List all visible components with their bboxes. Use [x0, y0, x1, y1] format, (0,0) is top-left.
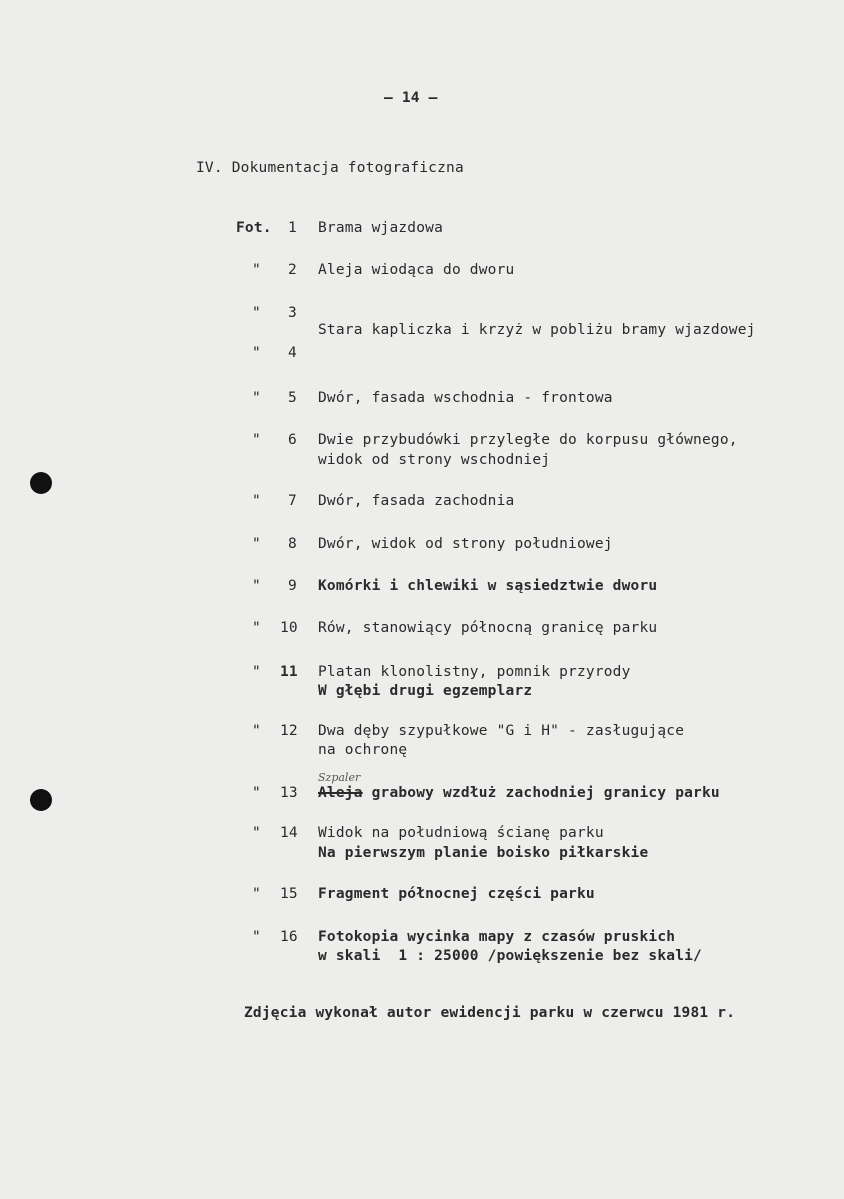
row-number: 5: [288, 390, 297, 406]
row-text: Platan klonolistny, pomnik przyrody: [318, 664, 631, 680]
row-text: Rów, stanowiący północną granicę parku: [318, 620, 658, 636]
row-text-continued: widok od strony wschodniej: [318, 452, 551, 468]
row-prefix: ": [252, 432, 261, 448]
row-text: Dwór, fasada wschodnia - frontowa: [318, 390, 613, 406]
row-prefix: ": [252, 262, 261, 278]
row-text: Dwór, widok od strony południowej: [318, 536, 613, 552]
row-text-shared: Stara kapliczka i krzyż w pobliżu bramy wjazdowej: [318, 322, 756, 338]
row-prefix: ": [252, 493, 261, 509]
row-number: 10: [280, 620, 298, 636]
row-prefix: ": [252, 390, 261, 406]
row-text-continued: w skali 1 : 25000 /powiększenie bez skali/: [318, 948, 702, 964]
row-prefix: ": [252, 664, 261, 680]
row-text: Dwór, fasada zachodnia: [318, 493, 515, 509]
row-prefix: ": [252, 785, 261, 801]
row-number: 8: [288, 536, 297, 552]
row-prefix: ": [252, 578, 261, 594]
section-heading: IV. Dokumentacja fotograficzna: [196, 160, 464, 176]
row-text: Fotokopia wycinka mapy z czasów pruskich: [318, 929, 676, 945]
row-prefix: ": [252, 825, 261, 841]
punch-hole: [30, 472, 52, 494]
footer-note: Zdjęcia wykonał autor ewidencji parku w czerwcu 1981 r.: [244, 1005, 736, 1021]
page-number: – 14 –: [384, 90, 438, 106]
row-number: 15: [280, 886, 298, 902]
row-text: Dwa dęby szypułkowe "G i H" - zasługujące: [318, 723, 685, 739]
row-number: 6: [288, 432, 297, 448]
row-number: 2: [288, 262, 297, 278]
row-number: 11: [280, 664, 298, 680]
row-prefix: ": [252, 723, 261, 739]
row-number: 7: [288, 493, 297, 509]
row-number: 14: [280, 825, 298, 841]
row-number: 3: [288, 305, 297, 321]
row-text: Aleja wiodąca do dworu: [318, 262, 515, 278]
row-text-continued: W głębi drugi egzemplarz: [318, 683, 533, 699]
punch-hole: [30, 789, 52, 811]
row-text-continued: Na pierwszym planie boisko piłkarskie: [318, 845, 649, 861]
row-prefix: ": [252, 929, 261, 945]
row-number: 12: [280, 723, 298, 739]
row-prefix: ": [252, 305, 261, 321]
row-number: 16: [280, 929, 298, 945]
row-text: Komórki i chlewiki w sąsiedztwie dworu: [318, 578, 658, 594]
row-prefix: Fot.: [236, 220, 272, 236]
row-text-rest: grabowy wzdłuż zachodniej granicy parku: [362, 785, 720, 801]
struck-word: Aleja: [318, 785, 363, 801]
row-number: 1: [288, 220, 297, 236]
row-text: [318, 785, 720, 801]
row-number: 9: [288, 578, 297, 594]
row-text-continued: na ochronę: [318, 742, 408, 758]
row-prefix: ": [252, 886, 261, 902]
row-prefix: ": [252, 536, 261, 552]
row-number: 4: [288, 345, 297, 361]
row-prefix: ": [252, 620, 261, 636]
row-text: Fragment północnej części parku: [318, 886, 595, 902]
handwritten-correction: Szpaler: [318, 771, 361, 784]
row-prefix: ": [252, 345, 261, 361]
row-number: 13: [280, 785, 298, 801]
row-text: Brama wjazdowa: [318, 220, 444, 236]
row-text: Dwie przybudówki przyległe do korpusu głównego,: [318, 432, 738, 448]
row-text: Widok na południową ścianę parku: [318, 825, 604, 841]
